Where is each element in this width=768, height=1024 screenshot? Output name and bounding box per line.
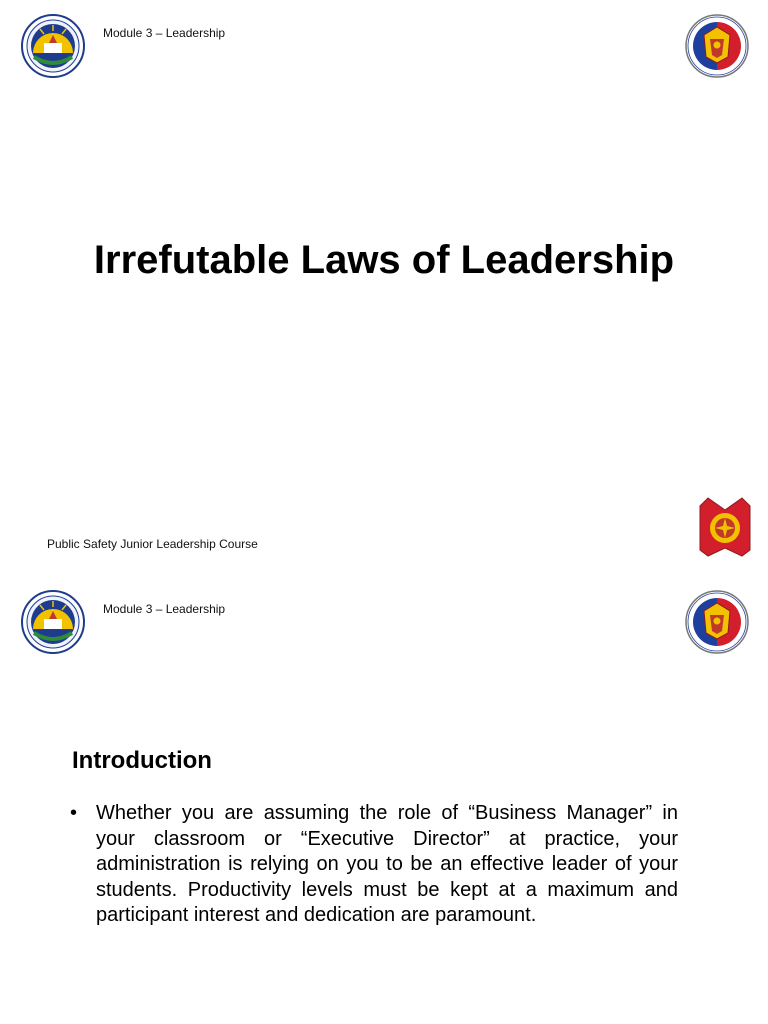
academy-seal-icon — [20, 589, 86, 655]
pnp-badge-icon — [698, 496, 752, 558]
police-training-institute-seal-icon — [684, 589, 750, 655]
police-training-institute-seal-icon — [684, 13, 750, 79]
academy-seal-icon — [20, 13, 86, 79]
bullet-item — [70, 801, 678, 929]
module-label: Module 3 – Leadership — [103, 602, 226, 616]
slide-title-text: Irrefutable Laws of Leadership — [93, 238, 675, 282]
bullet-icon: • — [70, 802, 78, 824]
slide-introduction — [0, 576, 768, 1024]
module-label: Module 3 – Leadership — [103, 26, 226, 40]
bullet-text: Whether you are assuming the role of “Business Manager” in your classroom or “Executive Director” at practice, your administration is relying on you to be an effective leader of your students. Productivity levels must be kept at a maximum and participant interest and dedication are paramount. — [96, 802, 678, 926]
course-footer: Public Safety Junior Leadership Course — [47, 537, 258, 551]
section-heading: Introduction — [72, 747, 212, 774]
